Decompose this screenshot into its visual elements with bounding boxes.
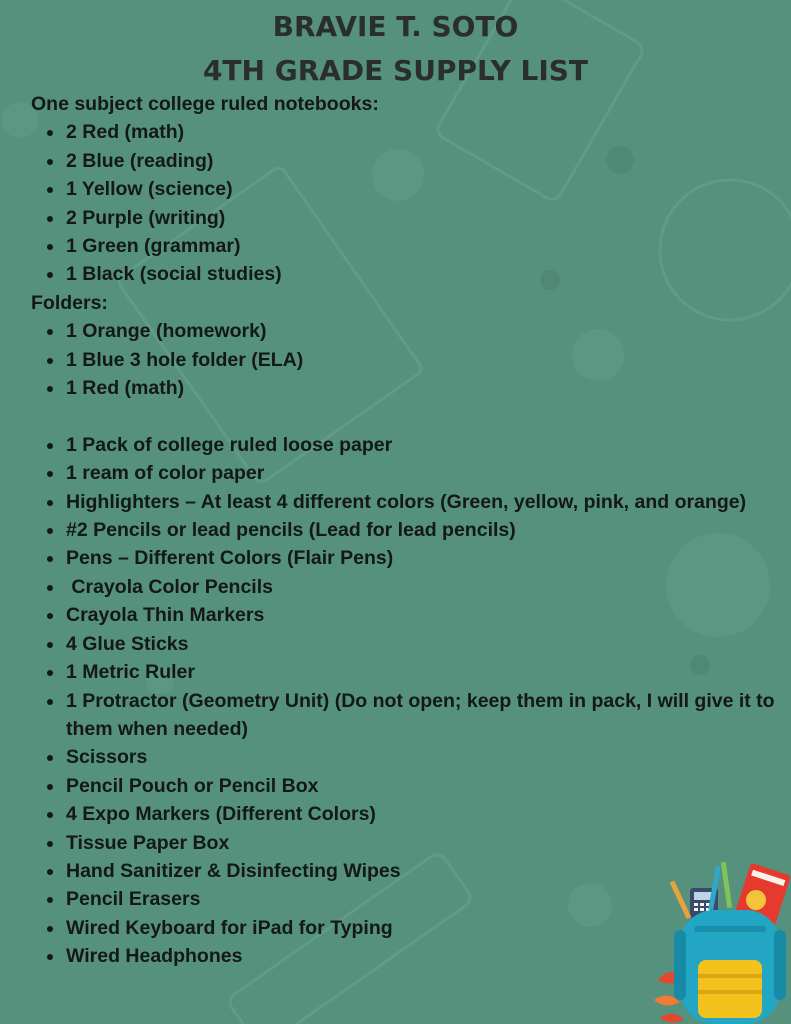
- folders-list: [31, 317, 781, 402]
- list-item: 2 Purple (writing): [66, 204, 781, 232]
- list-item: 4 Expo Markers (Different Colors): [66, 800, 781, 828]
- list-item: 1 Green (grammar): [66, 232, 781, 260]
- list-item: #2 Pencils or lead pencils (Lead for lead pencils): [66, 516, 781, 544]
- list-item: 4 Glue Sticks: [66, 630, 781, 658]
- list-item: Highlighters – At least 4 different colors (Green, yellow, pink, and orange): [66, 488, 781, 516]
- notebooks-list: [31, 118, 781, 288]
- list-item: 1 Metric Ruler: [66, 658, 781, 686]
- list-item: 1 Pack of college ruled loose paper: [66, 431, 781, 459]
- list-item: Pencil Pouch or Pencil Box: [66, 772, 781, 800]
- list-item: 2 Blue (reading): [66, 147, 781, 175]
- section-heading-folders: Folders:: [31, 291, 108, 314]
- list-item: Wired Headphones: [66, 942, 781, 970]
- list-item: 1 Protractor (Geometry Unit) (Do not open; keep them in pack, I will give it to them when needed): [66, 687, 781, 744]
- supply-list: [31, 90, 781, 971]
- list-item: Hand Sanitizer & Disinfecting Wipes: [66, 857, 781, 885]
- list-item: 2 Red (math): [66, 118, 781, 146]
- list-item: Crayola Thin Markers: [66, 601, 781, 629]
- list-item: Pens – Different Colors (Flair Pens): [66, 544, 781, 572]
- list-item: Crayola Color Pencils: [66, 573, 781, 601]
- list-item: 1 Black (social studies): [66, 260, 781, 288]
- teacher-name: BRAVIE T. SOTO: [272, 10, 519, 43]
- list-item: 1 Red (math): [66, 374, 781, 402]
- list-item: Scissors: [66, 743, 781, 771]
- list-item: Pencil Erasers: [66, 885, 781, 913]
- page-title: 4TH GRADE SUPPLY LIST: [202, 54, 589, 87]
- list-item: Wired Keyboard for iPad for Typing: [66, 914, 781, 942]
- section-heading-notebooks: One subject college ruled notebooks:: [31, 93, 379, 115]
- list-item: 1 Blue 3 hole folder (ELA): [66, 346, 781, 374]
- section-spacer: [31, 402, 781, 430]
- list-item: 1 Orange (homework): [66, 317, 781, 345]
- backpack-icon: [650, 860, 791, 1024]
- list-item: 1 Yellow (science): [66, 175, 781, 203]
- list-item: 1 ream of color paper: [66, 459, 781, 487]
- list-item: Tissue Paper Box: [66, 829, 781, 857]
